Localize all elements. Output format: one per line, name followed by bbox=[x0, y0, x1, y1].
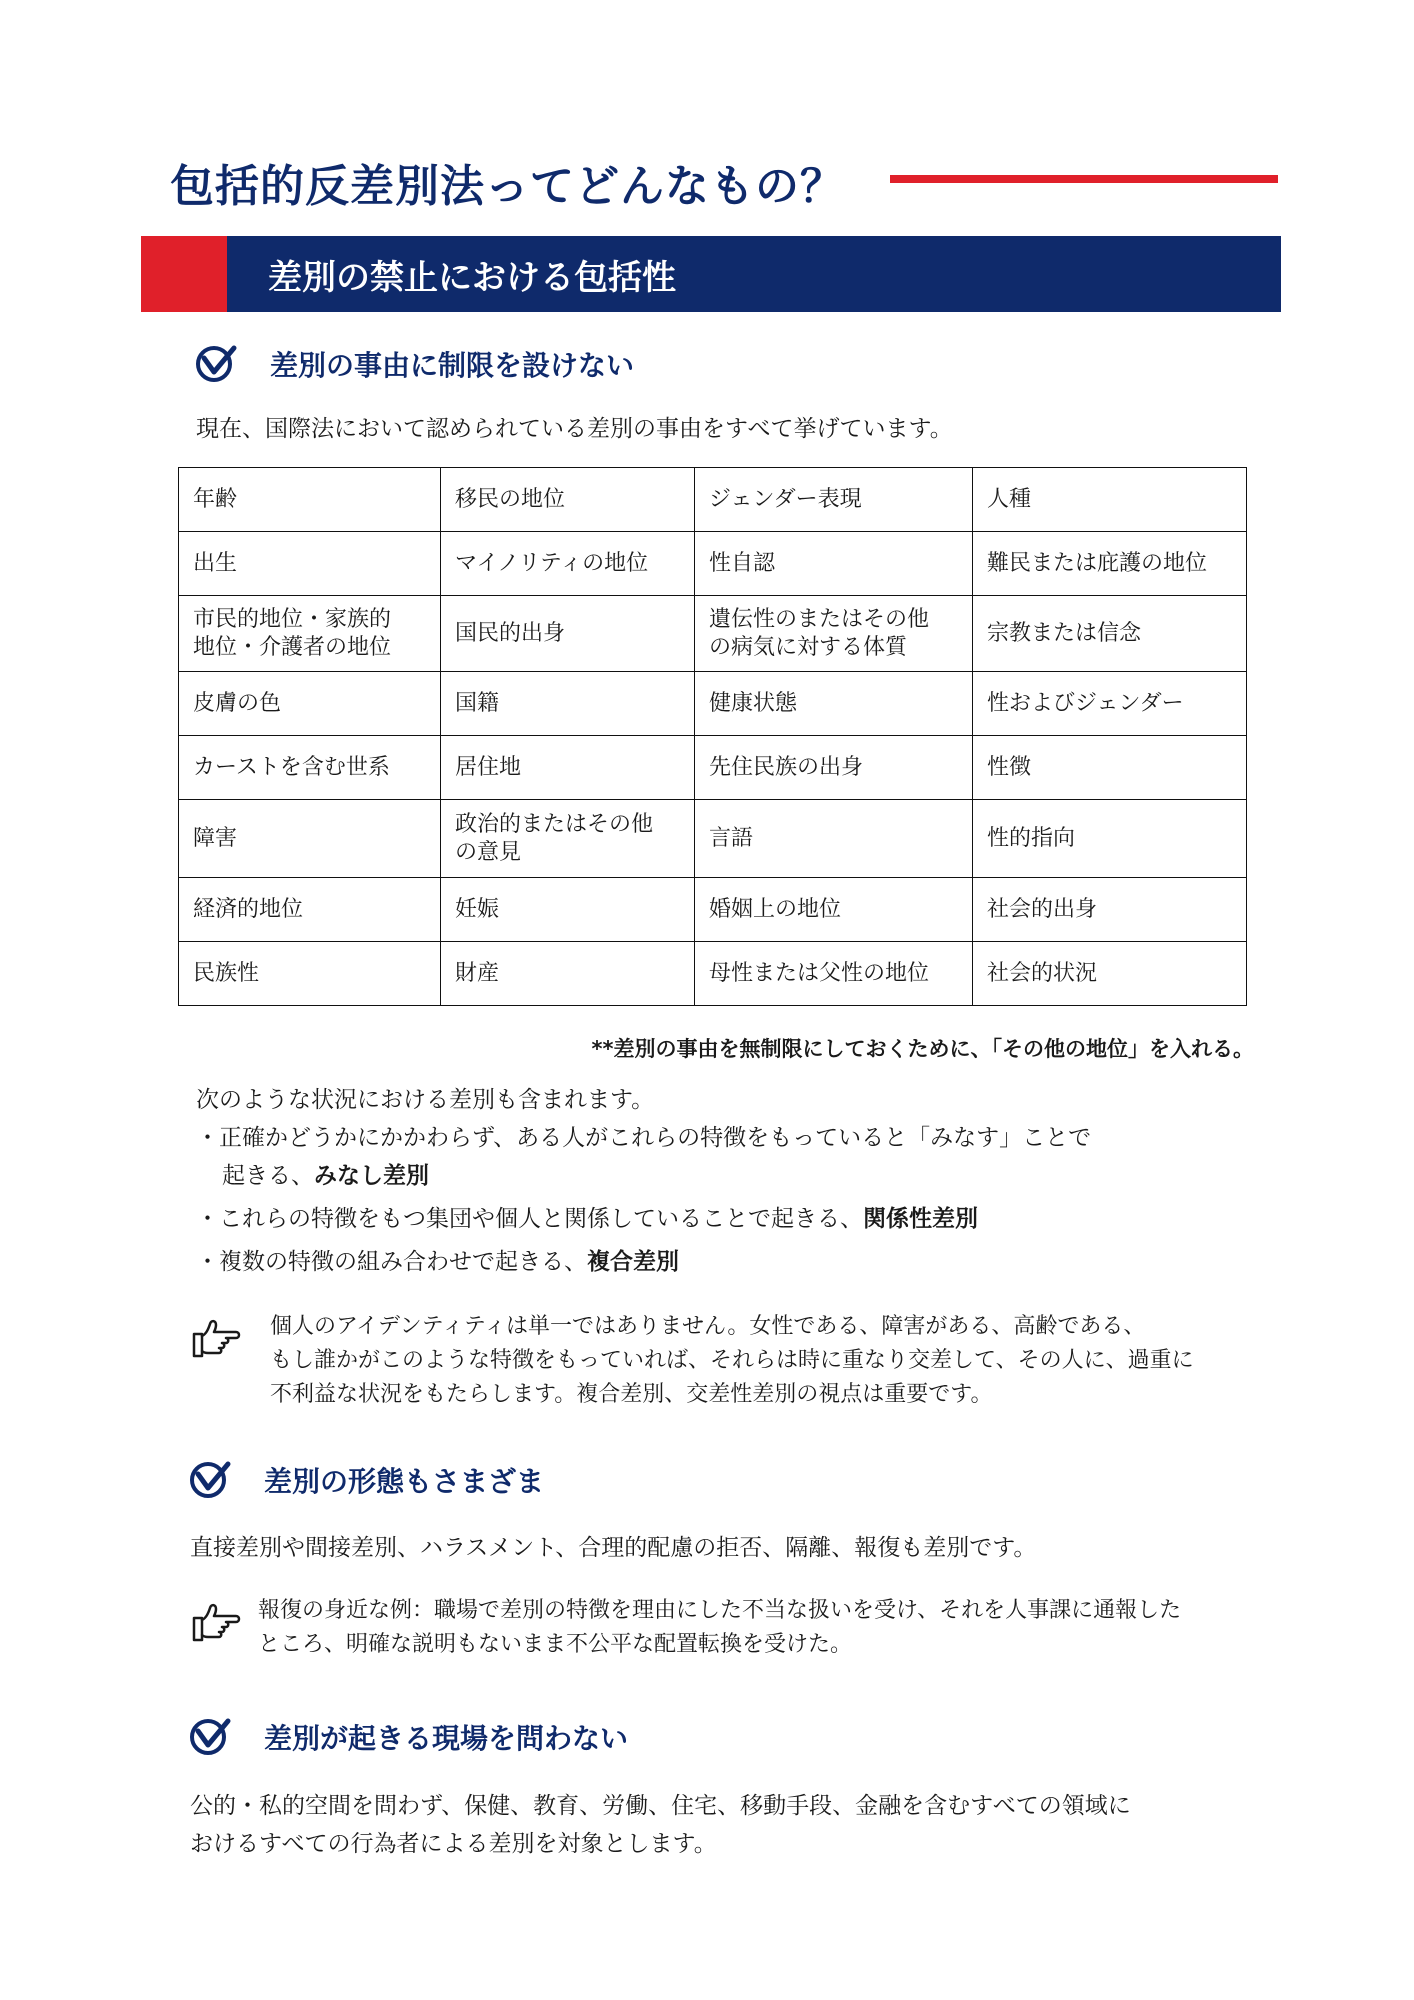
table-cell: 年齢 bbox=[179, 468, 441, 532]
section1-heading bbox=[194, 344, 634, 384]
table-cell: 宗教または信念 bbox=[973, 596, 1247, 672]
table-cell: 社会的出身 bbox=[973, 878, 1247, 942]
check-circle-icon bbox=[188, 1717, 232, 1757]
section3-text-line: 公的・私的空間を問わず、保健、教育、労働、住宅、移動手段、金融を含むすべての領域に bbox=[190, 1793, 1131, 1819]
table-cell: 民族性 bbox=[179, 942, 441, 1006]
table-cell: 人種 bbox=[973, 468, 1247, 532]
table-row bbox=[179, 878, 1247, 942]
table-row bbox=[179, 800, 1247, 878]
section3-text bbox=[190, 1787, 1131, 1863]
table-cell: 障害 bbox=[179, 800, 441, 878]
bullet-item bbox=[196, 1243, 679, 1281]
table-cell: 性徴 bbox=[973, 736, 1247, 800]
table-cell: 言語 bbox=[695, 800, 973, 878]
pointing-hand-icon bbox=[190, 1312, 242, 1360]
table-cell: 性自認 bbox=[695, 532, 973, 596]
table-cell: 婚姻上の地位 bbox=[695, 878, 973, 942]
table-cell: 妊娠 bbox=[441, 878, 695, 942]
table-cell: 先住民族の出身 bbox=[695, 736, 973, 800]
table-cell: マイノリティの地位 bbox=[441, 532, 695, 596]
bullet-item bbox=[196, 1200, 978, 1238]
table-cell: 居住地 bbox=[441, 736, 695, 800]
section2-heading-label: 差別の形態もさまざま bbox=[264, 1465, 545, 1498]
table-cell: 遺伝性のまたはその他 の病気に対する体質 bbox=[695, 596, 973, 672]
table-cell: 性およびジェンダー bbox=[973, 672, 1247, 736]
check-circle-icon bbox=[194, 344, 238, 384]
table-cell: ジェンダー表現 bbox=[695, 468, 973, 532]
section3-heading bbox=[188, 1717, 628, 1757]
table-cell: 母性または父性の地位 bbox=[695, 942, 973, 1006]
table-cell: 性的指向 bbox=[973, 800, 1247, 878]
table-cell: 移民の地位 bbox=[441, 468, 695, 532]
table-row bbox=[179, 672, 1247, 736]
table-cell: 難民または庇護の地位 bbox=[973, 532, 1247, 596]
bullet-line: ・正確かどうかにかかわらず、ある人がこれらの特徴をもっていると「みなす」ことで bbox=[196, 1125, 1092, 1151]
bullet-bold: みなし差別 bbox=[314, 1163, 429, 1189]
section1-heading-label: 差別の事由に制限を設けない bbox=[270, 349, 635, 382]
pointer-note-text: 報復の身近な例：職場で差別の特徴を理由にした不当な扱いを受け、それを人事課に通報した ところ、明確な説明もないまま不公平な配置転換を受けた。 bbox=[258, 1598, 1182, 1657]
bullet-text: ・複数の特徴の組み合わせで起きる、 bbox=[196, 1249, 587, 1275]
pointing-hand-icon bbox=[190, 1596, 242, 1644]
table-cell: 健康状態 bbox=[695, 672, 973, 736]
section3-heading-label: 差別が起きる現場を問わない bbox=[264, 1722, 629, 1755]
table-cell: 出生 bbox=[179, 532, 441, 596]
table-cell: カーストを含む世系 bbox=[179, 736, 441, 800]
table-cell: 皮膚の色 bbox=[179, 672, 441, 736]
banner-accent bbox=[141, 236, 227, 312]
bullet-bold: 複合差別 bbox=[587, 1249, 679, 1275]
table-cell: 国民的出身 bbox=[441, 596, 695, 672]
pointer-note bbox=[190, 1312, 1194, 1412]
section2-heading bbox=[188, 1460, 544, 1500]
page-title: 包括的反差別法ってどんなもの？ bbox=[170, 161, 845, 212]
table-cell: 財産 bbox=[441, 942, 695, 1006]
bullet-bold: 関係性差別 bbox=[863, 1206, 978, 1232]
bullet-item bbox=[196, 1119, 1091, 1195]
also-intro: 次のような状況における差別も含まれます。 bbox=[196, 1087, 655, 1113]
table-row bbox=[179, 596, 1247, 672]
table-cell: 社会的状況 bbox=[973, 942, 1247, 1006]
table-cell: 政治的またはその他 の意見 bbox=[441, 800, 695, 878]
table-row bbox=[179, 942, 1247, 1006]
banner-title: 差別の禁止における包括性 bbox=[268, 258, 676, 298]
table-cell: 市民的地位・家族的 地位・介護者の地位 bbox=[179, 596, 441, 672]
section2-text: 直接差別や間接差別、ハラスメント、合理的配慮の拒否、隔離、報復も差別です。 bbox=[190, 1535, 1037, 1561]
grounds-table bbox=[178, 467, 1247, 1006]
table-cell: 経済的地位 bbox=[179, 878, 441, 942]
pointer-note bbox=[190, 1596, 1181, 1662]
title-rule bbox=[890, 175, 1278, 183]
table-cell: 国籍 bbox=[441, 672, 695, 736]
section3-text-line: おけるすべての行為者による差別を対象とします。 bbox=[190, 1831, 717, 1857]
bullet-text: ・これらの特徴をもつ集団や個人と関係していることで起きる、 bbox=[196, 1206, 863, 1232]
table-row bbox=[179, 532, 1247, 596]
check-circle-icon bbox=[188, 1460, 232, 1500]
table-footnote: **差別の事由を無制限にしておくために、「その他の地位」を入れる。 bbox=[591, 1037, 1254, 1061]
bullet-text: 起きる、 bbox=[222, 1163, 314, 1189]
pointer-note-text: 個人のアイデンティティは単一ではありません。女性である、障害がある、高齢である、 もし誰かがこのような特徴をもっていれば、それらは時に重なり交差して、その人に、過重に 不利益な状況をもたらします。複合差別、交差性差別の視点は重要です。 bbox=[270, 1314, 1194, 1407]
section1-intro: 現在、国際法において認められている差別の事由をすべて挙げています。 bbox=[196, 416, 953, 442]
table-row bbox=[179, 468, 1247, 532]
bullet-line bbox=[196, 1157, 1091, 1195]
table-row bbox=[179, 736, 1247, 800]
